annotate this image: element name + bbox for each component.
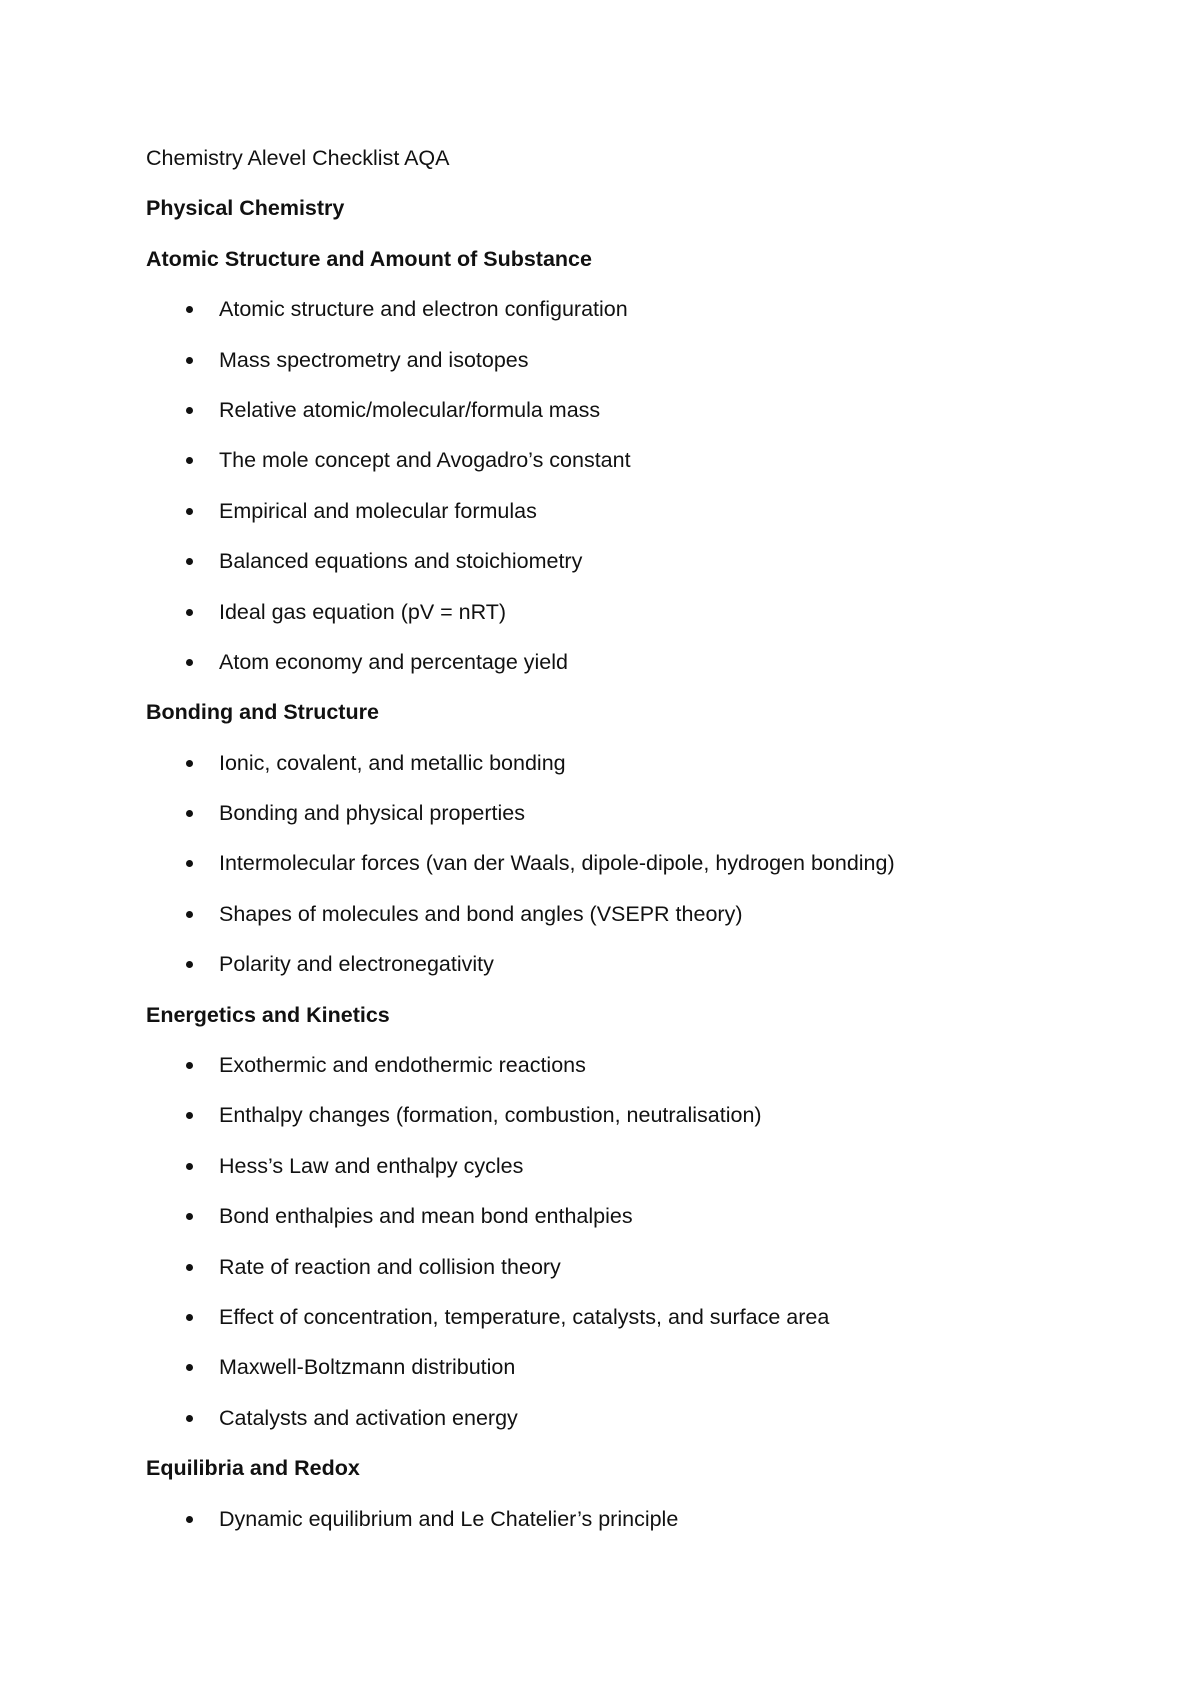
list-item-text: Polarity and electronegativity (219, 952, 494, 977)
list-item-text: Catalysts and activation energy (219, 1405, 518, 1430)
bullet-icon (186, 609, 193, 616)
section-atomic-structure (146, 244, 1106, 698)
bullet-icon (186, 1264, 193, 1271)
section-equilibria-redox (146, 1453, 1106, 1554)
document-title: Chemistry Alevel Checklist AQA (146, 146, 450, 170)
list-item-text: Balanced equations and stoichiometry (219, 549, 583, 574)
list-item-text: Relative atomic/molecular/formula mass (219, 397, 601, 422)
bullet-icon (186, 407, 193, 414)
list-item-text: Intermolecular forces (van der Waals, dipole-dipole, hydrogen bonding) (219, 851, 895, 876)
list-item-text: Bond enthalpies and mean bond enthalpies (219, 1204, 633, 1229)
section-energetics-kinetics (146, 1000, 1106, 1454)
section-heading: Equilibria and Redox (146, 1456, 360, 1481)
bullet-icon (186, 1213, 193, 1220)
section-heading: Bonding and Structure (146, 700, 379, 725)
list-item (146, 949, 1106, 999)
list-item (146, 546, 1106, 596)
list-item (146, 748, 1106, 798)
list-item (146, 1403, 1106, 1453)
list-item-text: Mass spectrometry and isotopes (219, 347, 529, 372)
bullet-icon (186, 1364, 193, 1371)
list-item (146, 647, 1106, 697)
list-item-text: Enthalpy changes (formation, combustion, neutralisation) (219, 1103, 762, 1128)
bullet-icon (186, 911, 193, 918)
bullet-icon (186, 306, 193, 313)
list-item (146, 445, 1106, 495)
bullet-icon (186, 659, 193, 666)
list-item-text: Empirical and molecular formulas (219, 498, 537, 523)
list-item (146, 1151, 1106, 1201)
list-item-text: Shapes of molecules and bond angles (VSEPR theory) (219, 901, 743, 926)
list-item (146, 848, 1106, 898)
list-item (146, 1050, 1106, 1100)
list-item (146, 798, 1106, 848)
list-item (146, 1201, 1106, 1251)
list-item (146, 1504, 1106, 1554)
part-heading: Physical Chemistry (146, 196, 345, 221)
list-item (146, 395, 1106, 445)
bullet-icon (186, 760, 193, 767)
list-item-text: Ideal gas equation (pV = nRT) (219, 599, 507, 624)
bullet-icon (186, 810, 193, 817)
list-item (146, 899, 1106, 949)
list-item (146, 1100, 1106, 1150)
list-item-text: Ionic, covalent, and metallic bonding (219, 750, 566, 775)
list-item-text: Effect of concentration, temperature, catalysts, and surface area (219, 1304, 830, 1329)
bullet-icon (186, 457, 193, 464)
list-item-text: The mole concept and Avogadro’s constant (219, 448, 631, 473)
list-item-text: Dynamic equilibrium and Le Chatelier’s principle (219, 1506, 679, 1531)
bullet-icon (186, 508, 193, 515)
list-item (146, 345, 1106, 395)
section-heading: Atomic Structure and Amount of Substance (146, 246, 592, 271)
bullet-icon (186, 357, 193, 364)
bullet-icon (186, 1163, 193, 1170)
bullet-icon (186, 961, 193, 968)
bullet-icon (186, 1062, 193, 1069)
bullet-icon (186, 1314, 193, 1321)
list-item-text: Maxwell-Boltzmann distribution (219, 1355, 516, 1380)
bullet-icon (186, 1112, 193, 1119)
bullet-icon (186, 860, 193, 867)
list-item (146, 597, 1106, 647)
section-heading: Energetics and Kinetics (146, 1002, 390, 1027)
list-item-text: Bonding and physical properties (219, 801, 525, 826)
list-item-text: Hess’s Law and enthalpy cycles (219, 1153, 524, 1178)
bullet-icon (186, 1415, 193, 1422)
list-item (146, 496, 1106, 546)
list-item-text: Rate of reaction and collision theory (219, 1254, 561, 1279)
list-item-text: Exothermic and endothermic reactions (219, 1053, 586, 1078)
list-item-text: Atom economy and percentage yield (219, 649, 568, 674)
bullet-icon (186, 1516, 193, 1523)
list-item (146, 1302, 1106, 1352)
list-item (146, 1352, 1106, 1402)
list-item (146, 1252, 1106, 1302)
list-item (146, 294, 1106, 344)
bullet-icon (186, 558, 193, 565)
list-item-text: Atomic structure and electron configuration (219, 297, 628, 322)
document-content (146, 143, 1106, 1554)
section-bonding-structure (146, 697, 1106, 999)
